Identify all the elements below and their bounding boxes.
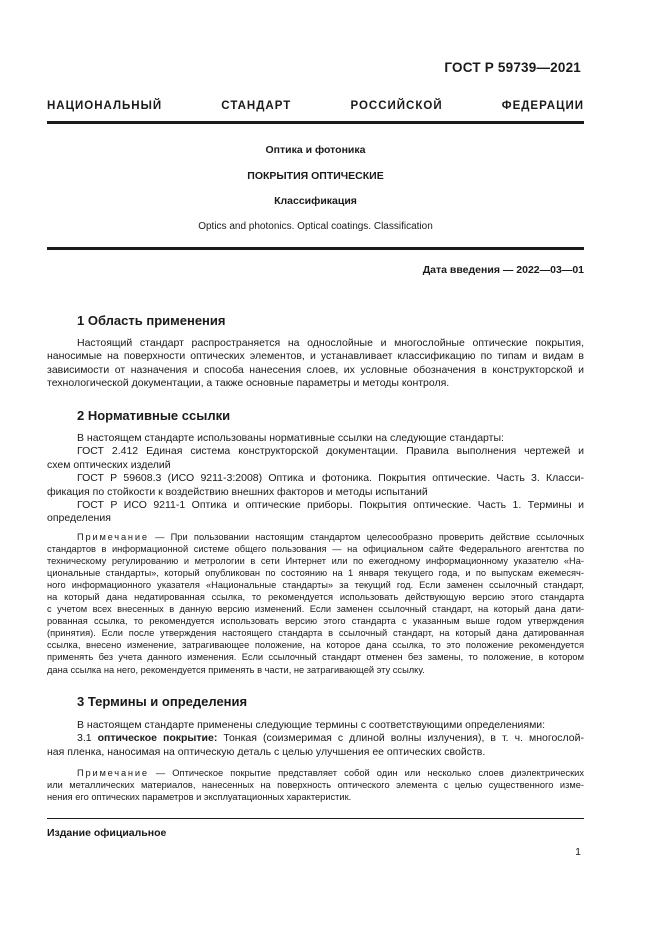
- term-definition: Тонкая (соизмеримая с длиной волны излучения), в т. ч. многослой-: [217, 732, 584, 745]
- note-label: Примечание: [77, 768, 149, 778]
- text-line: В настоящем стандарте использованы нормативные ссылки на следующие стандарты:: [77, 432, 504, 444]
- title-english: Optics and photonics. Optical coatings. Classification: [198, 221, 433, 232]
- section-2-note: [47, 531, 584, 676]
- section-3-paragraph: [47, 719, 584, 759]
- text-line: Настоящий стандарт распространяется на однослойные и многослойные оптические покрытия,: [77, 337, 584, 349]
- note-line: нения его оптических параметров и эксплуатационных характеристик.: [47, 792, 352, 803]
- national-standard-title: НАЦИОНАЛЬНЫЙ СТАНДАРТ РОССИЙСКОЙ ФЕДЕРАЦИИ: [47, 100, 584, 112]
- text-line: определения: [47, 512, 111, 525]
- text-line: В настоящем стандарте применены следующие термины с соответствующими определениями:: [77, 719, 546, 731]
- text-line: ГОСТ 2.412 Единая система конструкторской документации. Правила выполнения чертежей и: [77, 445, 584, 458]
- text-line: фикация по стойкости к воздействию внешних факторов и методы испытаний: [47, 485, 428, 498]
- date-of-introduction: Дата введения — 2022—03—01: [422, 264, 584, 276]
- note-line: циональные стандарты», который опубликован по состоянию на 1 января текущего года, и по выпускам ежемесяч-: [47, 568, 584, 579]
- section-3-heading: 3 Термины и определения: [77, 694, 248, 709]
- note-line: рованная ссылка, то рекомендуется использовать версию этого стандарта с указанным выше годом утверждения: [47, 616, 584, 627]
- term-name: оптическое покрытие:: [97, 732, 218, 745]
- note-text: — При пользовании настоящим стандартом целесообразно проверить действие ссылочных: [148, 532, 584, 542]
- text-line: ГОСТ Р 59608.3 (ИСО 9211-3:2008) Оптика и фотоника. Покрытия оптические. Часть 3. Класси-: [77, 472, 584, 485]
- term-number: 3.1: [77, 732, 98, 745]
- section-2-paragraph: [47, 432, 584, 526]
- section-1-heading: 1 Область применения: [77, 313, 226, 328]
- title-line-1: Оптика и фотоника: [265, 144, 366, 156]
- footer-rule: [47, 818, 584, 819]
- text-line: схем оптических изделий: [47, 458, 171, 471]
- note-label: Примечание: [77, 532, 149, 542]
- title-line-2: ПОКРЫТИЯ ОПТИЧЕСКИЕ: [247, 170, 384, 182]
- title-line-3: Классификация: [274, 195, 357, 207]
- note-line: техническому регулированию и метрологии в сети Интернет или по ежегодному информационному указателю «На-: [47, 556, 584, 567]
- note-line: ссылка, внесено изменение, затрагивающее положение, на которое дана ссылка, то это положение рекомендуется: [47, 640, 584, 651]
- text-line: ГОСТ Р ИСО 9211-1 Оптика и оптические приборы. Покрытия оптические. Часть 1. Термины и: [77, 499, 584, 512]
- text-line: наносимые на поверхности оптических элементов, и устанавливает классификацию по типам и видам в: [47, 350, 584, 363]
- gost-number: ГОСТ Р 59739—2021: [444, 60, 581, 75]
- note-line: ного информационного указателя «Национальные стандарты» за текущий год. Если заменен ссылочный стандарт,: [47, 580, 584, 591]
- section-2-heading: 2 Нормативные ссылки: [77, 408, 231, 423]
- note-line: дана ссылка на него, рекомендуется применять в части, не затрагивающей эту ссылку.: [47, 664, 425, 675]
- note-line: (принятия). Если после утверждения настоящего стандарта в ссылочный стандарт, на который дана датированная: [47, 628, 584, 639]
- section-3-note: [47, 767, 584, 803]
- page-number: 1: [575, 846, 581, 858]
- note-line: или металлических материалов, нанесенных на поверхность оптического элемента с целью существенного изме-: [47, 780, 584, 791]
- note-line: применять без учета данного изменения. Если ссылочный стандарт отменен без замены, то положение, в котором: [47, 652, 584, 663]
- text-line: ная пленка, наносимая на оптическую деталь с целью улучшения ее оптических свойств.: [47, 745, 486, 758]
- note-text: — Оптическое покрытие представляет собой один или несколько слоев диэлектрических: [148, 768, 584, 778]
- note-line: на который дана недатированная ссылка, то рекомендуется использовать действующую версию этого стандарта: [47, 592, 584, 603]
- title-bottom-rule: [47, 247, 584, 250]
- text-line: технологической документации, а также основные параметры и методы контроля.: [47, 377, 450, 390]
- note-line: с учетом всех внесенных в данную версию изменений. Если заменен ссылочный стандарт, на который дана дати-: [47, 604, 584, 615]
- note-line: стандартов в информационной системе общего пользования — на официальном сайте Федерального агентства по: [47, 544, 584, 555]
- edition-label: Издание официальное: [47, 827, 167, 839]
- top-rule: [47, 121, 584, 124]
- section-1-paragraph: [47, 337, 584, 391]
- text-line: зависимости от назначения и способа нанесения слоев, их условные обозначения в конструкторской и: [47, 363, 584, 376]
- term-line: [47, 732, 584, 745]
